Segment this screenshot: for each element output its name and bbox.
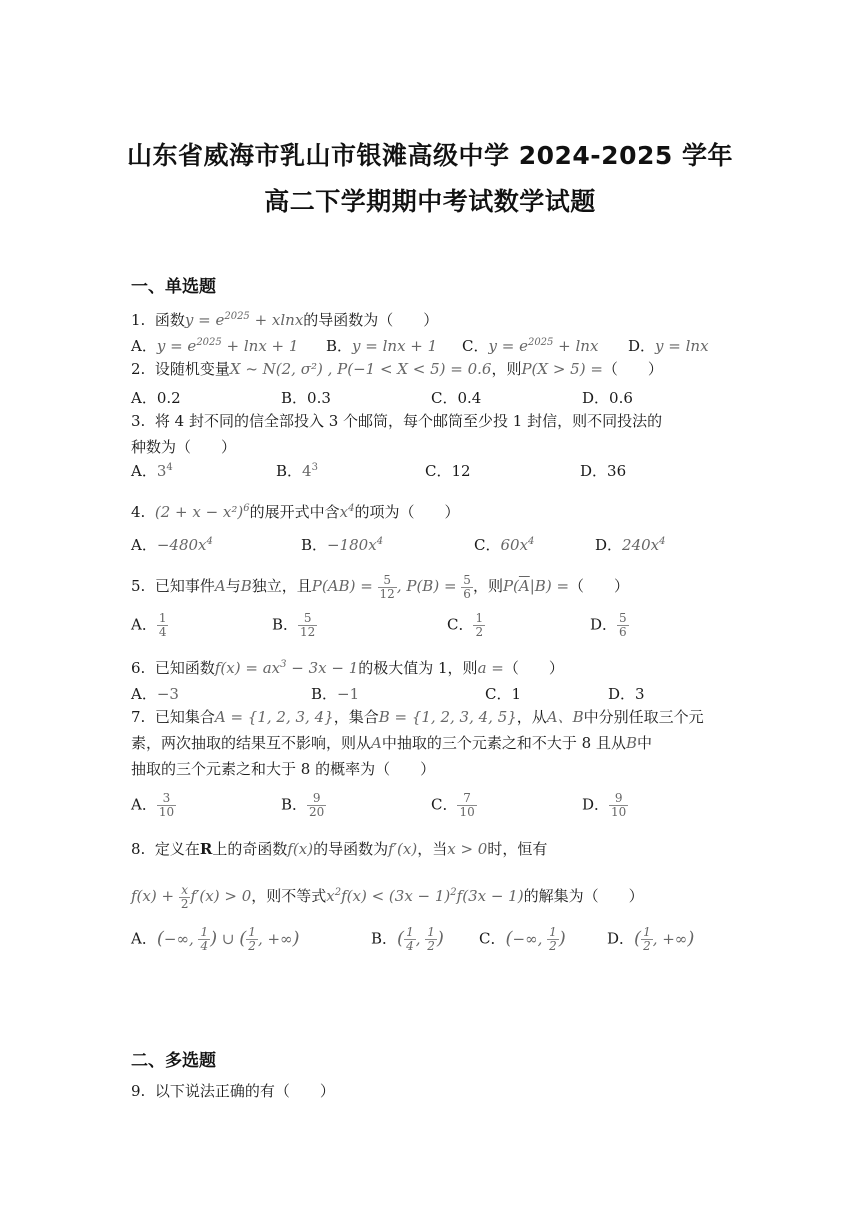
q2-option-c[interactable]: C．0.4 <box>431 389 482 407</box>
q4-option-a[interactable]: A．$-480x^4$ <box>131 536 213 554</box>
q2-option-d[interactable]: D．0.6 <box>582 389 633 407</box>
q8-option-b[interactable]: B．( $\frac{1}{4}$ , $\frac{1}{2}$ ) <box>371 925 444 953</box>
q7-option-a[interactable]: A． $\frac{3}{10}$ <box>131 791 175 819</box>
section-heading-multiple-choice: 二、多选题 <box>131 1051 216 1071</box>
q2-option-a[interactable]: A．0.2 <box>131 389 181 407</box>
q5-option-d[interactable]: D． $\frac{5}{6}$ <box>590 611 627 639</box>
question-3: 3. 将 4 封不同的信全部投入 3 个邮筒，每个邮筒至少投 1 封信，则不同投法的 种数为（ ） <box>131 412 663 456</box>
q6-option-a[interactable]: A．−3 <box>131 685 179 703</box>
q8-option-d[interactable]: D．( $\frac{1}{2}$ , +∞) <box>607 925 695 953</box>
q1-option-b[interactable]: B．y = lnx + 1 <box>326 337 438 355</box>
q4-option-d[interactable]: D．$240x^4$ <box>595 536 666 554</box>
q4-option-c[interactable]: C．$60x^4$ <box>474 536 535 554</box>
question-2: 2. 设随机变量X ~ N(2, σ²) , P(−1 < X < 5) = 0.6，则P(X > 5) =（ ） <box>131 360 663 378</box>
q3-option-d[interactable]: D．36 <box>580 462 627 480</box>
q2-option-b[interactable]: B．0.3 <box>281 389 331 407</box>
question-8-line-2: f(x) + $\frac{x}{2}$ f′(x) > 0，则不等式$x^2f(x) < (3x - 1)^2f(3x - 1)$的解集为（ ） <box>131 882 644 911</box>
question-7: 7. 已知集合A = {1, 2, 3, 4}，集合B = {1, 2, 3, 4, 5}，从A、B中分别任取三个元 素，两次抽取的结果互不影响，则从A中抽取的三个元素之和不大于 8 且从B中 抽取的三个元素之和大于 8 的概率为（ ） <box>131 708 704 778</box>
q1-expression: $y = e^{2025} + xlnx$ <box>184 311 304 329</box>
q7-option-b[interactable]: B． $\frac{9}{20}$ <box>281 791 325 819</box>
q6-option-c[interactable]: C．1 <box>485 685 522 703</box>
q1-option-c[interactable]: C．$y = e^{2025} + \ln x$ <box>462 337 599 355</box>
q4-option-b[interactable]: B．$-180x^4$ <box>301 536 384 554</box>
question-5: 5. 已知事件A与B独立，且P(AB) = $\frac{5}{12}$ , P(B) = $\frac{5}{6}$ ，则$P(\overline{A}|B)$ =（ ） <box>131 572 630 601</box>
question-9: 9. 以下说法正确的有（ ） <box>131 1082 335 1100</box>
q5-option-a[interactable]: A． $\frac{1}{4}$ <box>131 611 167 639</box>
question-4: 4. $(2 + x - x^2)^6$的展开式中含$x^4$的项为（ ） <box>131 503 460 521</box>
q7-option-d[interactable]: D． $\frac{9}{10}$ <box>582 791 627 819</box>
q5-option-c[interactable]: C． $\frac{1}{2}$ <box>447 611 484 639</box>
q6-option-b[interactable]: B．−1 <box>311 685 360 703</box>
title-line-1: 山东省威海市乳山市银滩高级中学 2024-2025 学年 <box>127 141 733 170</box>
question-8: 8. 定义在R上的奇函数f(x)的导函数为f′(x)，当x > 0时，恒有 <box>131 840 548 858</box>
q5-option-b[interactable]: B． $\frac{5}{12}$ <box>272 611 316 639</box>
title-line-2: 高二下学期期中考试数学试题 <box>264 187 596 216</box>
q8-option-a[interactable]: A．(−∞, $\frac{1}{4}$ ) ∪ ( $\frac{1}{2}$ , +∞) <box>131 925 300 953</box>
section-heading-single-choice: 一、单选题 <box>131 277 216 297</box>
q3-option-b[interactable]: B．$4^3$ <box>276 462 318 480</box>
q7-option-c[interactable]: C． $\frac{7}{10}$ <box>431 791 475 819</box>
q3-option-c[interactable]: C．12 <box>425 462 471 480</box>
q1-option-a[interactable]: A．$y = e^{2025} + \ln x + 1$ <box>131 337 299 355</box>
q1-option-d[interactable]: D．y = lnx <box>628 337 709 355</box>
question-6: 6. 已知函数$f(x) = ax^3 - 3x - 1$的极大值为 1，则a =（ ） <box>131 659 564 677</box>
q6-option-d[interactable]: D．3 <box>608 685 645 703</box>
q3-option-a[interactable]: A．$3^4$ <box>131 462 173 480</box>
q8-option-c[interactable]: C．(−∞, $\frac{1}{2}$ ) <box>479 925 566 953</box>
question-1: 1. 函数$y = e^{2025} + xlnx$的导函数为（ ） <box>131 311 439 329</box>
